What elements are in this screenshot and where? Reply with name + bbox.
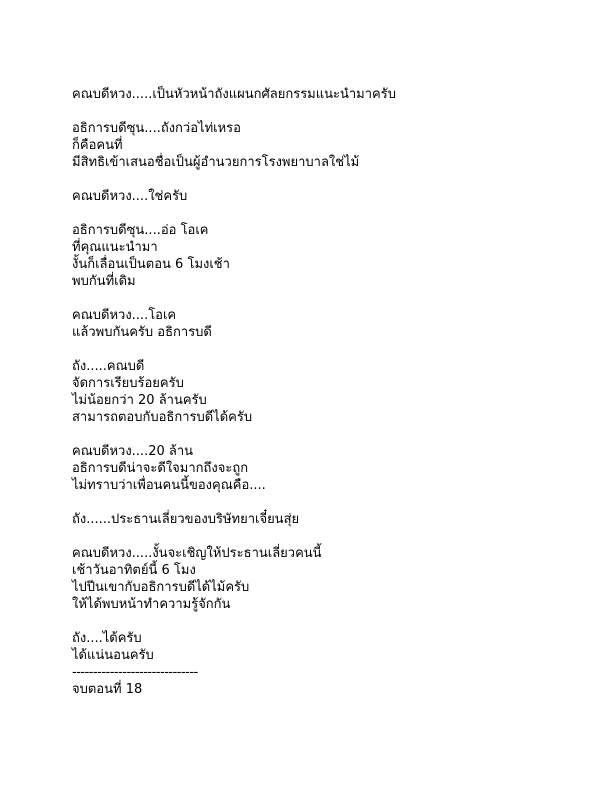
text-line: งั้นก็เลื่อนเป็นตอน 6 โมงเช้า xyxy=(72,257,230,272)
text-line: ถัง......ประธานเลี่ยวของบริษัทยาเจี๋ยนสุ่ย xyxy=(72,512,300,527)
text-line: ที่คุณแนะนำมา xyxy=(72,240,158,255)
divider: ------------------------------ xyxy=(72,665,198,680)
paragraph xyxy=(72,630,572,698)
text-line: คณบดีหวง....ใช่ครับ xyxy=(72,189,188,204)
paragraph xyxy=(72,545,572,613)
text-line: ถัง....ได้ครับ xyxy=(72,631,142,646)
paragraph xyxy=(72,511,572,528)
text-line: พบกันที่เดิม xyxy=(72,274,136,289)
text-line: มีสิทธิเข้าเสนอชื่อเป็นผู้อำนวยการโรงพยาบาลใช่ไม้ xyxy=(72,155,360,170)
paragraph xyxy=(72,86,572,103)
text-line: ก็คือคนที่ xyxy=(72,138,123,153)
paragraph xyxy=(72,358,572,426)
text-line: อธิการบดีซุน....ถังกว่อไท่เหรอ xyxy=(72,121,241,136)
paragraph xyxy=(72,222,572,290)
text-line: คณบดีหวง.....เป็นหัวหน้าถังแผนกศัลยกรรมแนะนำมาครับ xyxy=(72,87,396,102)
chapter-end-label: จบตอนที่ 18 xyxy=(72,682,143,697)
text-line: คณบดีหวง....20 ล้าน xyxy=(72,444,194,459)
text-line: ได้แน่นอนครับ xyxy=(72,648,154,663)
text-line: ไม่น้อยกว่า 20 ล้านครับ xyxy=(72,393,207,408)
text-line: คณบดีหวง....โอเค xyxy=(72,308,177,323)
text-line: ถัง.....คณบดี xyxy=(72,359,145,374)
paragraph xyxy=(72,120,572,171)
text-line: อธิการบดีซุน....อ่อ โอเค xyxy=(72,223,209,238)
text-line: ให้ได้พบหน้าทำความรู้จักกัน xyxy=(72,597,231,612)
text-line: อธิการบดีน่าจะดีใจมากถึงจะถูก xyxy=(72,461,249,476)
paragraph xyxy=(72,188,572,205)
text-line: คณบดีหวง.....งั้นจะเชิญให้ประธานเลี่ยวคนนี้ xyxy=(72,546,322,561)
text-line: สามารถตอบกับอธิการบดีได้ครับ xyxy=(72,410,253,425)
text-line: ไปปีนเขากับอธิการบดีได้ไม้ครับ xyxy=(72,580,250,595)
text-line: ไม่ทราบว่าเพื่อนคนนี้ของคุณคือ.... xyxy=(72,478,266,493)
document-body xyxy=(72,86,572,698)
text-line: แล้วพบกันครับ อธิการบดี xyxy=(72,325,212,340)
text-line: เช้าวันอาทิตย์นี้ 6 โมง xyxy=(72,563,196,578)
paragraph xyxy=(72,443,572,494)
text-line: จัดการเรียบร้อยครับ xyxy=(72,376,184,391)
paragraph xyxy=(72,307,572,341)
